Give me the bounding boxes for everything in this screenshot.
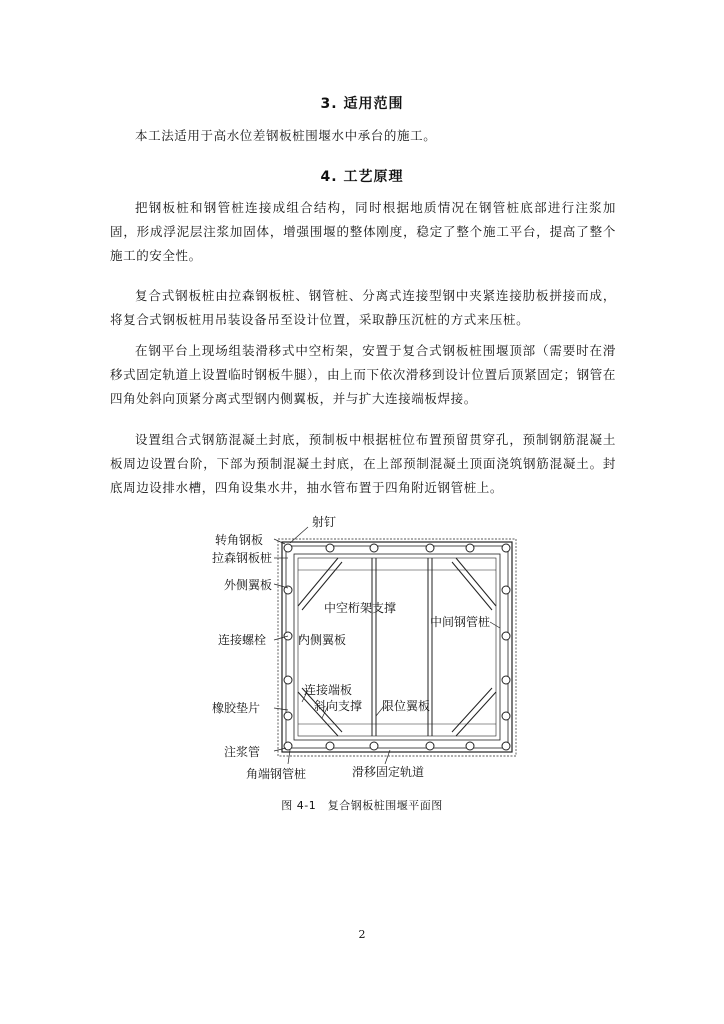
label-middle-pipe-pile: 中间钢管桩 xyxy=(430,615,491,629)
label-grout-pipe: 注浆管 xyxy=(224,745,261,759)
label-outer-flange: 外侧翼板 xyxy=(224,578,273,592)
diagonal-brace-tl xyxy=(298,558,338,606)
label-larsen-pile: 拉森钢板桩 xyxy=(212,551,273,565)
pipe-pile xyxy=(426,544,434,552)
figure-caption: 图 4-1 复合钢板桩围堰平面图 xyxy=(281,799,443,812)
pipe-pile xyxy=(466,742,474,750)
label-shooting-nail: 射钉 xyxy=(312,515,337,529)
diagonal-brace-tr-2 xyxy=(452,562,492,610)
section-4-heading: 4. 工艺原理 xyxy=(320,169,404,185)
pipe-pile xyxy=(466,544,474,552)
outer-wall xyxy=(282,542,512,752)
label-limit-flange: 限位翼板 xyxy=(382,699,431,713)
label-rubber-pad: 橡胶垫片 xyxy=(212,701,261,715)
pipe-pile xyxy=(502,586,510,594)
label-bolt: 连接螺栓 xyxy=(218,633,267,647)
pipe-pile xyxy=(284,712,292,720)
figure-labels xyxy=(212,515,490,781)
pipe-pile xyxy=(326,544,334,552)
label-slide-rail: 滑移固定轨道 xyxy=(352,765,425,779)
pipe-pile xyxy=(502,712,510,720)
pipe-pile xyxy=(426,742,434,750)
diagonal-brace-tr xyxy=(456,558,496,606)
paragraph-2: 复合式钢板桩由拉森钢板桩、钢管桩、分离式连接型钢中夹紧连接肋板拼接而成，将复合式钢板桩用吊装设备吊至设计位置，采取静压沉桩的方式来压桩。 xyxy=(110,288,616,327)
diagonal-brace-br-2 xyxy=(452,688,492,732)
cofferdam-structure xyxy=(278,539,516,756)
pipe-pile xyxy=(326,742,334,750)
section-3-text: 本工法适用于高水位差钢板桩围堰水中承台的施工。 xyxy=(135,128,437,143)
page-number: 2 xyxy=(358,928,366,941)
pipe-pile xyxy=(502,544,510,552)
pipe-pile xyxy=(284,544,292,552)
label-inner-flange: 内侧翼板 xyxy=(298,633,347,647)
paragraph-1: 把钢板桩和钢管桩连接成组合结构，同时根据地质情况在钢管桩底部进行注浆加固，形成浮泥层注浆加固体，增强围堰的整体刚度，稳定了整个施工平台，提高了整个施工的安全性。 xyxy=(110,200,616,263)
outer-wall-2 xyxy=(286,546,508,748)
diagonal-brace-br xyxy=(456,692,496,736)
section-3-heading: 3. 适用范围 xyxy=(320,96,404,112)
paragraph-4: 设置组合式钢筋混凝土封底，预制板中根据桩位布置预留贯穿孔，预制钢筋混凝土板周边设置台阶，下部为预制混凝土封底，在上部预制混凝土顶面浇筑钢筋混凝土。封底周边设排水槽，四角设集水井，抽水管布置于四角附近钢管桩上。 xyxy=(110,432,616,495)
label-corner-plate: 转角钢板 xyxy=(215,533,264,547)
label-corner-pipe-pile: 角端钢管桩 xyxy=(246,767,307,781)
pipe-pile xyxy=(370,742,378,750)
paragraph-3: 在钢平台上现场组装滑移式中空桁架，安置于复合式钢板桩围堰顶部（需要时在滑移式固定轨道上设置临时钢板牛腿），由上而下依次滑移到设计位置后顶紧固定；钢管在四角处斜向顶紧分离式型钢内侧翼板，并与扩大连接端板焊接。 xyxy=(110,343,616,406)
sheet-pile-outline xyxy=(278,539,516,756)
pipe-pile xyxy=(502,632,510,640)
steel-pipe-piles xyxy=(284,544,510,750)
pipe-pile xyxy=(284,742,292,750)
label-diagonal-brace: 斜向支撑 xyxy=(314,699,363,713)
pipe-pile xyxy=(370,544,378,552)
label-end-plate: 连接端板 xyxy=(304,683,353,697)
label-hollow-truss: 中空桁架支撑 xyxy=(324,601,397,615)
pipe-pile xyxy=(502,742,510,750)
cofferdam-plan-figure xyxy=(190,510,530,790)
pipe-pile xyxy=(284,676,292,684)
pipe-pile xyxy=(502,676,510,684)
